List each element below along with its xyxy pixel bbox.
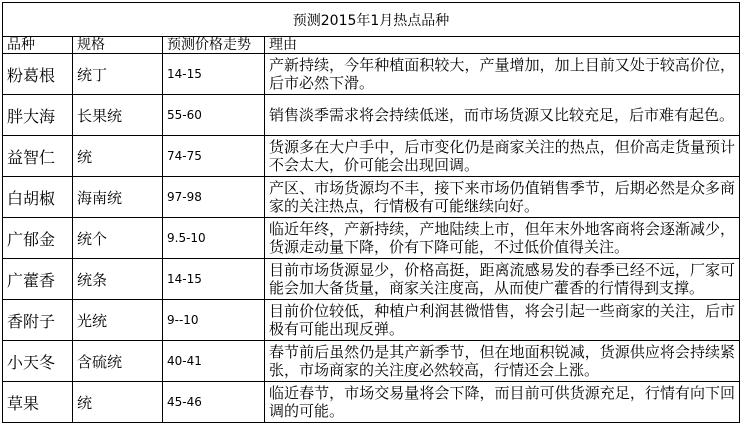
header-spec[interactable]: 规格 (73, 37, 163, 54)
cell-name[interactable]: 益智仁 (3, 136, 73, 177)
cell-reason[interactable]: 春节前后虽然仍是其产新季节，但在地面积锐减，货源供应将会持续紧张，市场商家的关注度必然较高，行情还会上涨。 (265, 341, 740, 382)
table-row (3, 136, 740, 177)
cell-spec[interactable]: 统 (73, 382, 163, 423)
cell-spec[interactable]: 统 (73, 136, 163, 177)
cell-price[interactable]: 74-75 (163, 136, 265, 177)
header-price[interactable]: 预测价格走势 (163, 37, 265, 54)
cell-reason[interactable]: 产新持续，今年种植面积较大，产量增加，加上目前又处于较高价位，后市必然下滑。 (265, 54, 740, 95)
header-reason[interactable]: 理由 (265, 37, 740, 54)
cell-price[interactable]: 9--10 (163, 300, 265, 341)
cell-spec[interactable]: 长果统 (73, 95, 163, 136)
cell-price[interactable]: 9.5-10 (163, 218, 265, 259)
cell-name[interactable]: 胖大海 (3, 95, 73, 136)
table-row (3, 54, 740, 95)
forecast-table (2, 2, 740, 423)
cell-name[interactable]: 白胡椒 (3, 177, 73, 218)
header-name[interactable]: 品种 (3, 37, 73, 54)
cell-price[interactable]: 97-98 (163, 177, 265, 218)
cell-name[interactable]: 香附子 (3, 300, 73, 341)
table-title[interactable]: 预测2015年1月热点品种 (3, 3, 740, 37)
table-row (3, 177, 740, 218)
table-row (3, 95, 740, 136)
cell-reason[interactable]: 销售淡季需求将会持续低迷，而市场货源又比较充足，后市难有起色。 (265, 95, 740, 136)
cell-name[interactable]: 广郁金 (3, 218, 73, 259)
cell-name[interactable]: 小天冬 (3, 341, 73, 382)
cell-price[interactable]: 55-60 (163, 95, 265, 136)
header-row (3, 37, 740, 54)
cell-spec[interactable]: 海南统 (73, 177, 163, 218)
table-row (3, 259, 740, 300)
cell-reason[interactable]: 货源多在大户手中，后市变化仍是商家关注的热点，但价高走货量预计不会太大，价可能会出现回调。 (265, 136, 740, 177)
table-row (3, 341, 740, 382)
cell-price[interactable]: 14-15 (163, 259, 265, 300)
cell-price[interactable]: 40-41 (163, 341, 265, 382)
cell-name[interactable]: 草果 (3, 382, 73, 423)
cell-reason[interactable]: 临近年终，产新持续，产地陆续上市，但年末外地客商将会逐渐减少，货源走动量下降，价有下降可能，不过低价值得关注。 (265, 218, 740, 259)
table-row (3, 218, 740, 259)
cell-price[interactable]: 14-15 (163, 54, 265, 95)
cell-reason[interactable]: 临近春节，市场交易量将会下降，而目前可供货源充足，行情有向下回调的可能。 (265, 382, 740, 423)
table-row (3, 382, 740, 423)
cell-reason[interactable]: 目前价位较低，种植户利润甚微惜售，将会引起一些商家的关注，后市极有可能出现反弹。 (265, 300, 740, 341)
cell-reason[interactable]: 产区、市场货源均不丰，接下来市场仍值销售季节，后期必然是众多商家的关注热点，行情极有可能继续向好。 (265, 177, 740, 218)
cell-spec[interactable]: 统个 (73, 218, 163, 259)
cell-spec[interactable]: 光统 (73, 300, 163, 341)
cell-reason[interactable]: 目前市场货源显少，价格高挺，距离流感易发的春季已经不远，厂家可能会加大备货量，商家关注度高，从而使广藿香的行情得到支撑。 (265, 259, 740, 300)
cell-spec[interactable]: 统丁 (73, 54, 163, 95)
cell-spec[interactable]: 含硫统 (73, 341, 163, 382)
table-row (3, 300, 740, 341)
cell-price[interactable]: 45-46 (163, 382, 265, 423)
cell-name[interactable]: 广藿香 (3, 259, 73, 300)
cell-name[interactable]: 粉葛根 (3, 54, 73, 95)
cell-spec[interactable]: 统条 (73, 259, 163, 300)
